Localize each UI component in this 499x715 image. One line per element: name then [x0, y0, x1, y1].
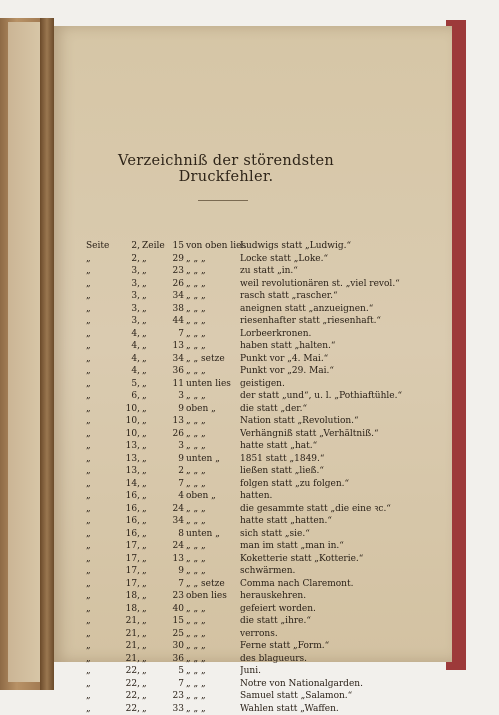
row-position: „ „ „: [186, 678, 240, 691]
errata-row: [86, 665, 416, 678]
row-line-number: 23: [166, 690, 184, 703]
row-page-number: 17,: [112, 578, 140, 591]
errata-row: [86, 265, 416, 278]
row-page-number: 22,: [112, 703, 140, 715]
row-seite: „: [86, 515, 112, 528]
row-line-number: 13: [166, 415, 184, 428]
row-seite: „: [86, 490, 112, 503]
row-line-number: 8: [166, 528, 184, 541]
row-page-number: 21,: [112, 628, 140, 641]
errata-row: [86, 253, 416, 266]
row-line-number: 29: [166, 253, 184, 266]
row-page-number: 3,: [112, 278, 140, 291]
row-zeile: „: [142, 378, 166, 391]
row-page-number: 18,: [112, 603, 140, 616]
row-line-number: 7: [166, 328, 184, 341]
row-seite: „: [86, 540, 112, 553]
row-line-number: 5: [166, 665, 184, 678]
row-correction: Verhängniß statt „Verhältniß.“: [240, 428, 416, 441]
row-zeile: „: [142, 353, 166, 366]
row-line-number: 3: [166, 390, 184, 403]
row-correction: Ferne statt „Form.“: [240, 640, 416, 653]
row-position: „ „ „: [186, 290, 240, 303]
row-correction: hatte statt „hat.“: [240, 440, 416, 453]
row-zeile: „: [142, 365, 166, 378]
row-seite: Seite: [86, 240, 112, 253]
facing-page-edge: [8, 22, 42, 682]
row-line-number: 15: [166, 240, 184, 253]
row-page-number: 13,: [112, 440, 140, 453]
row-correction: hatte statt „hatten.“: [240, 515, 416, 528]
row-seite: „: [86, 553, 112, 566]
errata-row: [86, 603, 416, 616]
row-zeile: „: [142, 578, 166, 591]
row-zeile: „: [142, 290, 166, 303]
row-zeile: „: [142, 465, 166, 478]
row-correction: Juni.: [240, 665, 416, 678]
row-position: „ „ „: [186, 253, 240, 266]
row-page-number: 16,: [112, 490, 140, 503]
row-line-number: 36: [166, 365, 184, 378]
row-correction: Ludwigs statt „Ludwig.“: [240, 240, 416, 253]
page-title: Verzeichniß der störendsten Druckfehler.: [76, 153, 376, 185]
errata-row: [86, 528, 416, 541]
errata-row: [86, 590, 416, 603]
row-line-number: 25: [166, 628, 184, 641]
errata-row: [86, 440, 416, 453]
row-line-number: 23: [166, 590, 184, 603]
row-line-number: 13: [166, 553, 184, 566]
row-zeile: „: [142, 403, 166, 416]
row-position: oben lies: [186, 590, 240, 603]
errata-row: [86, 515, 416, 528]
row-zeile: „: [142, 540, 166, 553]
row-seite: „: [86, 265, 112, 278]
errata-row: [86, 328, 416, 341]
row-position: „ „ „: [186, 615, 240, 628]
row-seite: „: [86, 690, 112, 703]
errata-row: [86, 640, 416, 653]
row-line-number: 26: [166, 278, 184, 291]
errata-row: [86, 240, 416, 253]
errata-row: [86, 690, 416, 703]
row-correction: Notre von Nationalgarden.: [240, 678, 416, 691]
row-correction: haben statt „halten.“: [240, 340, 416, 353]
row-position: „ „ „: [186, 478, 240, 491]
title-divider: [198, 200, 248, 201]
row-zeile: „: [142, 703, 166, 715]
row-position: „ „ „: [186, 553, 240, 566]
errata-row: [86, 378, 416, 391]
row-correction: Samuel statt „Salamon.“: [240, 690, 416, 703]
row-page-number: 16,: [112, 515, 140, 528]
row-line-number: 9: [166, 403, 184, 416]
errata-row: [86, 428, 416, 441]
row-seite: „: [86, 253, 112, 266]
row-page-number: 2,: [112, 240, 140, 253]
row-seite: „: [86, 578, 112, 591]
row-page-number: 3,: [112, 315, 140, 328]
errata-row: [86, 453, 416, 466]
row-position: „ „ „: [186, 465, 240, 478]
row-position: „ „ „: [186, 340, 240, 353]
row-page-number: 21,: [112, 653, 140, 666]
row-position: „ „ „: [186, 565, 240, 578]
row-position: „ „ „: [186, 315, 240, 328]
row-page-number: 18,: [112, 590, 140, 603]
row-seite: „: [86, 603, 112, 616]
row-position: oben „: [186, 403, 240, 416]
row-correction: die gesammte statt „die eine ꝛc.“: [240, 503, 416, 516]
row-position: unten lies: [186, 378, 240, 391]
errata-row: [86, 653, 416, 666]
row-seite: „: [86, 290, 112, 303]
row-page-number: 10,: [112, 403, 140, 416]
row-line-number: 36: [166, 653, 184, 666]
row-page-number: 4,: [112, 365, 140, 378]
row-line-number: 7: [166, 578, 184, 591]
errata-row: [86, 290, 416, 303]
row-position: „ „ „: [186, 390, 240, 403]
row-zeile: „: [142, 415, 166, 428]
row-position: „ „ „: [186, 603, 240, 616]
errata-row: [86, 553, 416, 566]
errata-row: [86, 540, 416, 553]
row-position: „ „ „: [186, 265, 240, 278]
row-zeile: „: [142, 653, 166, 666]
row-line-number: 24: [166, 540, 184, 553]
row-seite: „: [86, 340, 112, 353]
row-line-number: 9: [166, 565, 184, 578]
row-seite: „: [86, 328, 112, 341]
row-page-number: 10,: [112, 415, 140, 428]
errata-row: [86, 315, 416, 328]
row-seite: „: [86, 428, 112, 441]
row-page-number: 16,: [112, 528, 140, 541]
row-correction: Punkt vor „4. Mai.“: [240, 353, 416, 366]
errata-row: [86, 678, 416, 691]
row-correction: gefeiert worden.: [240, 603, 416, 616]
row-zeile: „: [142, 490, 166, 503]
row-line-number: 3: [166, 440, 184, 453]
row-seite: „: [86, 653, 112, 666]
row-correction: Wahlen statt „Waffen.: [240, 703, 416, 715]
row-zeile: „: [142, 628, 166, 641]
row-position: „ „ „: [186, 690, 240, 703]
errata-row: [86, 490, 416, 503]
row-position: „ „ „: [186, 440, 240, 453]
row-zeile: „: [142, 590, 166, 603]
row-zeile: „: [142, 328, 166, 341]
row-page-number: 13,: [112, 465, 140, 478]
row-correction: Comma nach Claremont.: [240, 578, 416, 591]
row-correction: folgen statt „zu folgen.“: [240, 478, 416, 491]
errata-row: [86, 353, 416, 366]
row-seite: „: [86, 640, 112, 653]
row-position: „ „ „: [186, 365, 240, 378]
row-zeile: „: [142, 665, 166, 678]
row-line-number: 26: [166, 428, 184, 441]
book-spine: [40, 18, 54, 690]
row-seite: „: [86, 278, 112, 291]
row-seite: „: [86, 465, 112, 478]
row-line-number: 9: [166, 453, 184, 466]
row-position: „ „ „: [186, 703, 240, 715]
row-correction: Koketterie statt „Kotterie.“: [240, 553, 416, 566]
row-seite: „: [86, 353, 112, 366]
row-correction: hatten.: [240, 490, 416, 503]
row-line-number: 7: [166, 478, 184, 491]
row-correction: schwärmen.: [240, 565, 416, 578]
row-page-number: 17,: [112, 540, 140, 553]
row-page-number: 4,: [112, 340, 140, 353]
row-line-number: 23: [166, 265, 184, 278]
row-correction: Nation statt „Revolution.“: [240, 415, 416, 428]
row-line-number: 11: [166, 378, 184, 391]
row-page-number: 22,: [112, 690, 140, 703]
errata-row: [86, 478, 416, 491]
row-page-number: 2,: [112, 253, 140, 266]
row-seite: „: [86, 528, 112, 541]
row-correction: die statt „der.“: [240, 403, 416, 416]
row-line-number: 40: [166, 603, 184, 616]
row-zeile: „: [142, 253, 166, 266]
row-line-number: 2: [166, 465, 184, 478]
row-seite: „: [86, 615, 112, 628]
row-zeile: „: [142, 340, 166, 353]
row-page-number: 22,: [112, 678, 140, 691]
row-seite: „: [86, 378, 112, 391]
errata-row: [86, 303, 416, 316]
row-line-number: 34: [166, 290, 184, 303]
row-zeile: „: [142, 503, 166, 516]
row-position: unten „: [186, 528, 240, 541]
row-zeile: „: [142, 553, 166, 566]
row-correction: die statt „ihre.“: [240, 615, 416, 628]
row-zeile: „: [142, 603, 166, 616]
row-page-number: 21,: [112, 640, 140, 653]
row-page-number: 5,: [112, 378, 140, 391]
row-line-number: 24: [166, 503, 184, 516]
row-page-number: 4,: [112, 353, 140, 366]
row-zeile: Zeile: [142, 240, 166, 253]
row-correction: der statt „und“, u. l. „Pothiaftühle.“: [240, 390, 416, 403]
row-correction: sich statt „sie.“: [240, 528, 416, 541]
row-seite: „: [86, 628, 112, 641]
row-page-number: 13,: [112, 453, 140, 466]
row-position: „ „ „: [186, 540, 240, 553]
row-line-number: 34: [166, 353, 184, 366]
row-zeile: „: [142, 453, 166, 466]
row-zeile: „: [142, 678, 166, 691]
row-correction: aneignen statt „anzueignen.“: [240, 303, 416, 316]
row-position: „ „ „: [186, 515, 240, 528]
row-position: „ „ setze: [186, 353, 240, 366]
row-page-number: 4,: [112, 328, 140, 341]
errata-row: [86, 628, 416, 641]
row-page-number: 6,: [112, 390, 140, 403]
row-zeile: „: [142, 565, 166, 578]
row-page-number: 17,: [112, 553, 140, 566]
errata-row: [86, 703, 416, 715]
row-zeile: „: [142, 303, 166, 316]
row-correction: man im statt „man in.“: [240, 540, 416, 553]
row-correction: des blagueurs.: [240, 653, 416, 666]
row-page-number: 14,: [112, 478, 140, 491]
row-zeile: „: [142, 440, 166, 453]
row-zeile: „: [142, 315, 166, 328]
row-zeile: „: [142, 640, 166, 653]
row-correction: 1851 statt „1849.“: [240, 453, 416, 466]
errata-row: [86, 503, 416, 516]
row-correction: Punkt vor „29. Mai.“: [240, 365, 416, 378]
row-zeile: „: [142, 690, 166, 703]
errata-row: [86, 465, 416, 478]
row-line-number: 34: [166, 515, 184, 528]
row-correction: weil revolutionären st. „viel revol.“: [240, 278, 416, 291]
row-line-number: 7: [166, 678, 184, 691]
row-page-number: 16,: [112, 503, 140, 516]
row-position: „ „ „: [186, 640, 240, 653]
row-seite: „: [86, 415, 112, 428]
row-seite: „: [86, 390, 112, 403]
row-position: „ „ „: [186, 328, 240, 341]
row-correction: verrons.: [240, 628, 416, 641]
row-position: „ „ „: [186, 653, 240, 666]
row-position: von oben lies: [186, 240, 240, 253]
row-position: oben „: [186, 490, 240, 503]
row-seite: „: [86, 590, 112, 603]
row-correction: zu statt „in.“: [240, 265, 416, 278]
row-correction: riesenhafter statt „riesenhaft.“: [240, 315, 416, 328]
errata-row: [86, 415, 416, 428]
row-seite: „: [86, 703, 112, 715]
row-correction: geistigen.: [240, 378, 416, 391]
row-line-number: 30: [166, 640, 184, 653]
row-correction: Lorbeerkronen.: [240, 328, 416, 341]
row-line-number: 44: [166, 315, 184, 328]
row-position: „ „ „: [186, 428, 240, 441]
row-page-number: 21,: [112, 615, 140, 628]
row-page-number: 22,: [112, 665, 140, 678]
row-zeile: „: [142, 265, 166, 278]
row-seite: „: [86, 678, 112, 691]
row-position: „ „ „: [186, 278, 240, 291]
errata-row: [86, 365, 416, 378]
row-page-number: 3,: [112, 303, 140, 316]
errata-row: [86, 565, 416, 578]
row-correction: rasch statt „rascher.“: [240, 290, 416, 303]
row-page-number: 3,: [112, 290, 140, 303]
row-position: „ „ „: [186, 665, 240, 678]
row-position: „ „ „: [186, 628, 240, 641]
errata-list: [86, 240, 416, 715]
errata-row: [86, 390, 416, 403]
row-correction: herauskehren.: [240, 590, 416, 603]
errata-row: [86, 278, 416, 291]
row-correction: Locke statt „Loke.“: [240, 253, 416, 266]
row-zeile: „: [142, 528, 166, 541]
row-seite: „: [86, 478, 112, 491]
row-zeile: „: [142, 515, 166, 528]
row-page-number: 10,: [112, 428, 140, 441]
row-zeile: „: [142, 615, 166, 628]
row-line-number: 15: [166, 615, 184, 628]
row-line-number: 38: [166, 303, 184, 316]
row-seite: „: [86, 453, 112, 466]
row-seite: „: [86, 365, 112, 378]
row-page-number: 17,: [112, 565, 140, 578]
row-seite: „: [86, 440, 112, 453]
errata-row: [86, 340, 416, 353]
row-zeile: „: [142, 478, 166, 491]
row-zeile: „: [142, 278, 166, 291]
row-seite: „: [86, 503, 112, 516]
row-zeile: „: [142, 390, 166, 403]
row-position: „ „ „: [186, 415, 240, 428]
row-page-number: 3,: [112, 265, 140, 278]
row-seite: „: [86, 315, 112, 328]
row-seite: „: [86, 665, 112, 678]
row-seite: „: [86, 303, 112, 316]
row-seite: „: [86, 403, 112, 416]
row-position: unten „: [186, 453, 240, 466]
row-position: „ „ „: [186, 303, 240, 316]
row-line-number: 13: [166, 340, 184, 353]
row-position: „ „ „: [186, 503, 240, 516]
row-seite: „: [86, 565, 112, 578]
row-position: „ „ setze: [186, 578, 240, 591]
errata-row: [86, 615, 416, 628]
row-zeile: „: [142, 428, 166, 441]
errata-row: [86, 403, 416, 416]
row-correction: ließen statt „ließ.“: [240, 465, 416, 478]
row-line-number: 33: [166, 703, 184, 715]
row-line-number: 4: [166, 490, 184, 503]
errata-row: [86, 578, 416, 591]
